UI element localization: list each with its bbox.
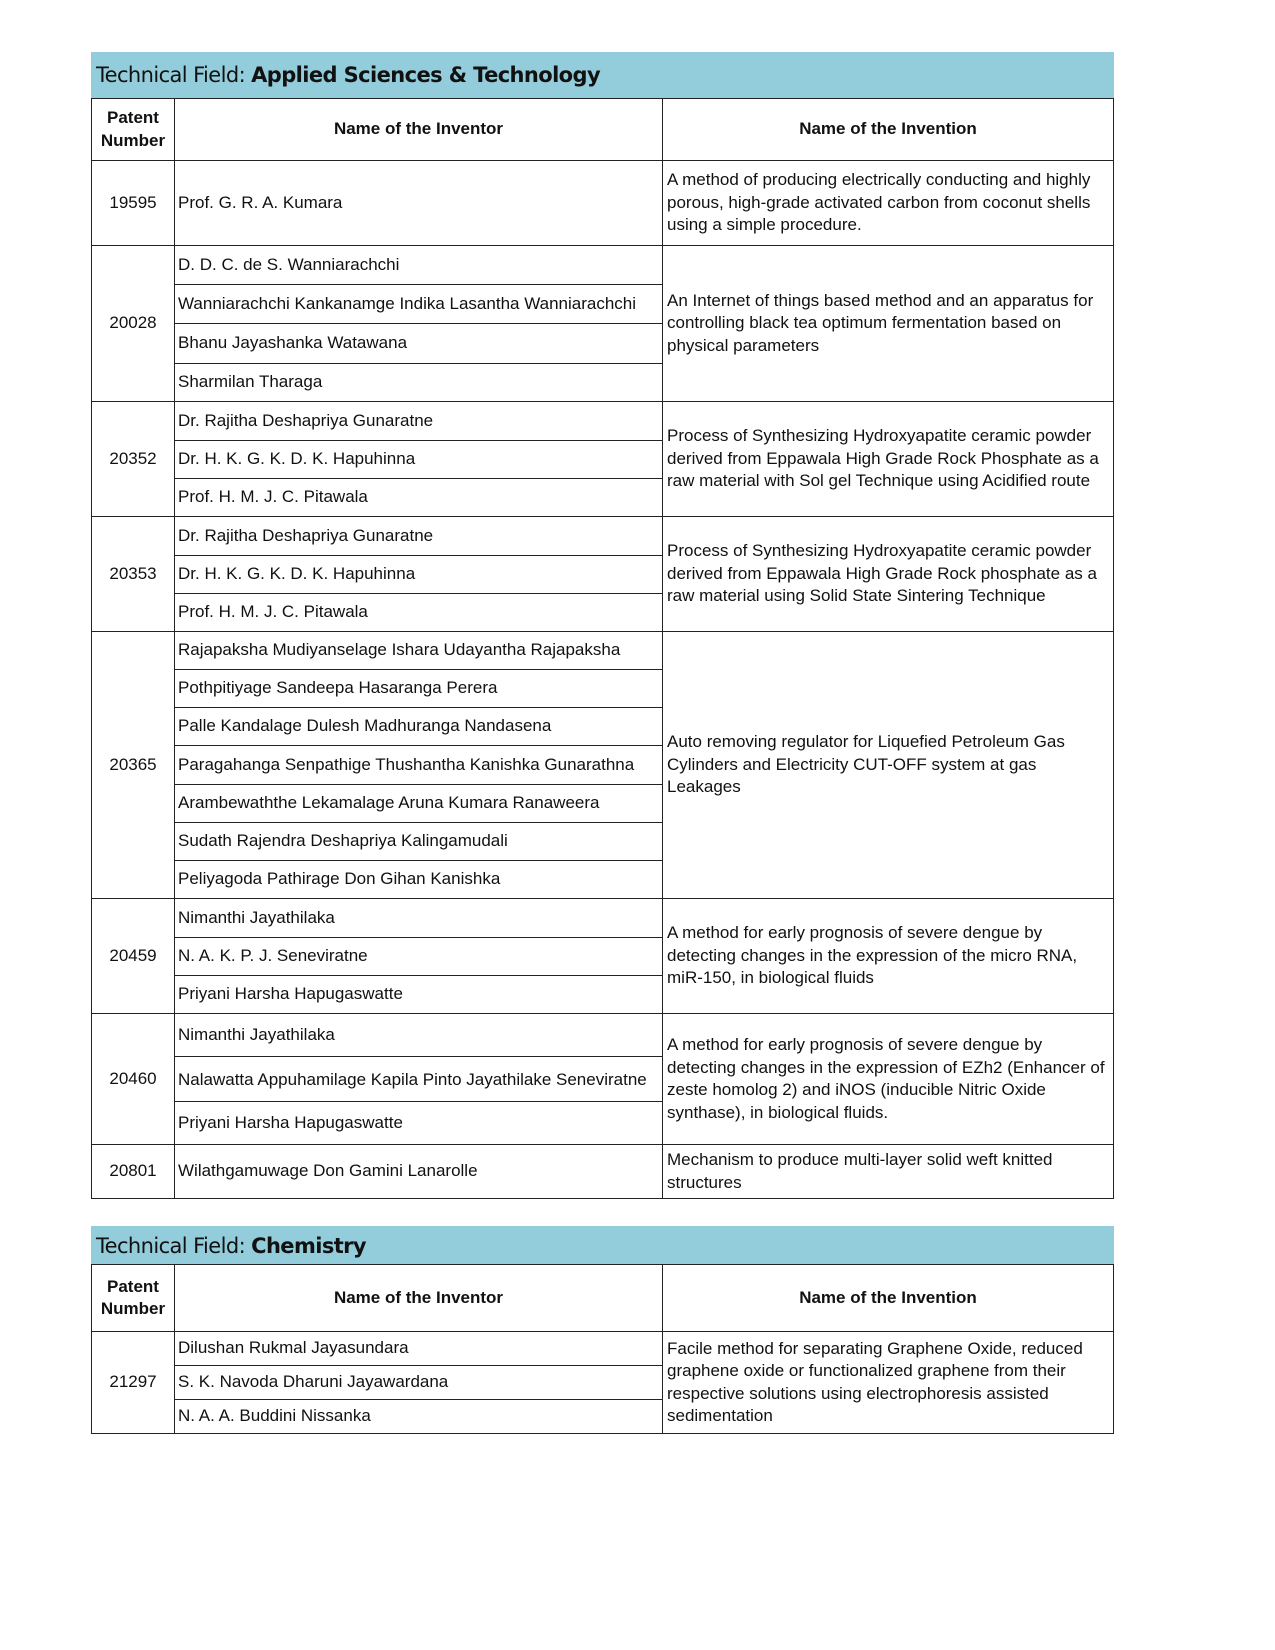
- header-invention: Name of the Invention: [662, 98, 1114, 161]
- inventor-name: Sudath Rajendra Deshapriya Kalingamudali: [174, 822, 663, 861]
- inventor-name: Dr. Rajitha Deshapriya Gunaratne: [174, 516, 663, 556]
- inventor-name: Dr. H. K. G. K. D. K. Hapuhinna: [174, 440, 663, 479]
- patent-number: 21297: [91, 1331, 175, 1434]
- invention-name: Process of Synthesizing Hydroxyapatite ceramic powder derived from Eppawala High Grade Rock phosphate as a raw material using Solid State Sintering Technique: [662, 516, 1114, 632]
- field-label: Technical Field:: [96, 63, 246, 87]
- inventor-name: N. A. A. Buddini Nissanka: [174, 1399, 663, 1434]
- inventor-name: Pothpitiyage Sandeepa Hasaranga Perera: [174, 669, 663, 708]
- section-title-applied-sciences: [91, 52, 1114, 98]
- field-label: Technical Field:: [96, 1233, 246, 1258]
- patent-number: 20352: [91, 401, 175, 517]
- header-inventor: Name of the Inventor: [174, 1264, 663, 1332]
- inventor-name: Nalawatta Appuhamilage Kapila Pinto Jayathilake Seneviratne: [174, 1056, 663, 1102]
- invention-name: An Internet of things based method and an apparatus for controlling black tea optimum fermentation based on physical parameters: [662, 245, 1114, 402]
- patent-number: 20028: [91, 245, 175, 402]
- inventor-name: Priyani Harsha Hapugaswatte: [174, 1101, 663, 1145]
- section-title-chemistry: [91, 1226, 1114, 1265]
- inventor-name: Nimanthi Jayathilaka: [174, 1013, 663, 1057]
- patent-number: 20353: [91, 516, 175, 632]
- inventor-name: Sharmilan Tharaga: [174, 363, 663, 402]
- inventor-name: Dr. Rajitha Deshapriya Gunaratne: [174, 401, 663, 441]
- inventor-name: S. K. Navoda Dharuni Jayawardana: [174, 1365, 663, 1400]
- inventor-name: Dr. H. K. G. K. D. K. Hapuhinna: [174, 555, 663, 594]
- invention-name: Process of Synthesizing Hydroxyapatite ceramic powder derived from Eppawala High Grade Rock Phosphate as a raw material with Sol gel Technique using Acidified route: [662, 401, 1114, 517]
- inventor-name: Wilathgamuwage Don Gamini Lanarolle: [174, 1144, 663, 1199]
- header-invention: Name of the Invention: [662, 1264, 1114, 1332]
- inventor-name: Arambewaththe Lekamalage Aruna Kumara Ranaweera: [174, 784, 663, 823]
- header-patent-number: Patent Number: [91, 1264, 175, 1332]
- header-inventor: Name of the Inventor: [174, 98, 663, 161]
- inventor-name: Prof. H. M. J. C. Pitawala: [174, 593, 663, 632]
- inventor-name: Nimanthi Jayathilaka: [174, 898, 663, 938]
- inventor-name: Rajapaksha Mudiyanselage Ishara Udayantha Rajapaksha: [174, 631, 663, 670]
- invention-name: A method of producing electrically conducting and highly porous, high-grade activated carbon from coconut shells using a simple procedure.: [662, 160, 1114, 246]
- inventor-name: Palle Kandalage Dulesh Madhuranga Nandasena: [174, 707, 663, 746]
- invention-name: A method for early prognosis of severe dengue by detecting changes in the expression of the micro RNA, miR-150, in biological fluids: [662, 898, 1114, 1014]
- field-name: Chemistry: [251, 1233, 367, 1258]
- header-patent-number: Patent Number: [91, 98, 175, 161]
- inventor-name: Dilushan Rukmal Jayasundara: [174, 1331, 663, 1366]
- inventor-name: Priyani Harsha Hapugaswatte: [174, 975, 663, 1014]
- field-name: Applied Sciences & Technology: [251, 63, 601, 87]
- invention-name: Facile method for separating Graphene Oxide, reduced graphene oxide or functionalized graphene from their respective solutions using electrophoresis assisted sedimentation: [662, 1331, 1114, 1434]
- patent-number: 20460: [91, 1013, 175, 1145]
- inventor-name: Bhanu Jayashanka Watawana: [174, 323, 663, 364]
- patent-number: 20801: [91, 1144, 175, 1199]
- inventor-name: Paragahanga Senpathige Thushantha Kanishka Gunarathna: [174, 745, 663, 785]
- patent-number: 19595: [91, 160, 175, 246]
- inventor-name: D. D. C. de S. Wanniarachchi: [174, 245, 663, 285]
- invention-name: Auto removing regulator for Liquefied Petroleum Gas Cylinders and Electricity CUT-OFF system at gas Leakages: [662, 631, 1114, 899]
- inventor-name: N. A. K. P. J. Seneviratne: [174, 937, 663, 976]
- patent-number: 20365: [91, 631, 175, 899]
- inventor-name: Prof. H. M. J. C. Pitawala: [174, 478, 663, 517]
- patent-number: 20459: [91, 898, 175, 1014]
- inventor-name: Prof. G. R. A. Kumara: [174, 160, 663, 246]
- inventor-name: Wanniarachchi Kankanamge Indika Lasantha Wanniarachchi: [174, 284, 663, 324]
- invention-name: A method for early prognosis of severe dengue by detecting changes in the expression of EZh2 (Enhancer of zeste homolog 2) and iNOS (inducible Nitric Oxide synthase), in biological fluids.: [662, 1013, 1114, 1145]
- invention-name: Mechanism to produce multi-layer solid weft knitted structures: [662, 1144, 1114, 1199]
- inventor-name: Peliyagoda Pathirage Don Gihan Kanishka: [174, 860, 663, 899]
